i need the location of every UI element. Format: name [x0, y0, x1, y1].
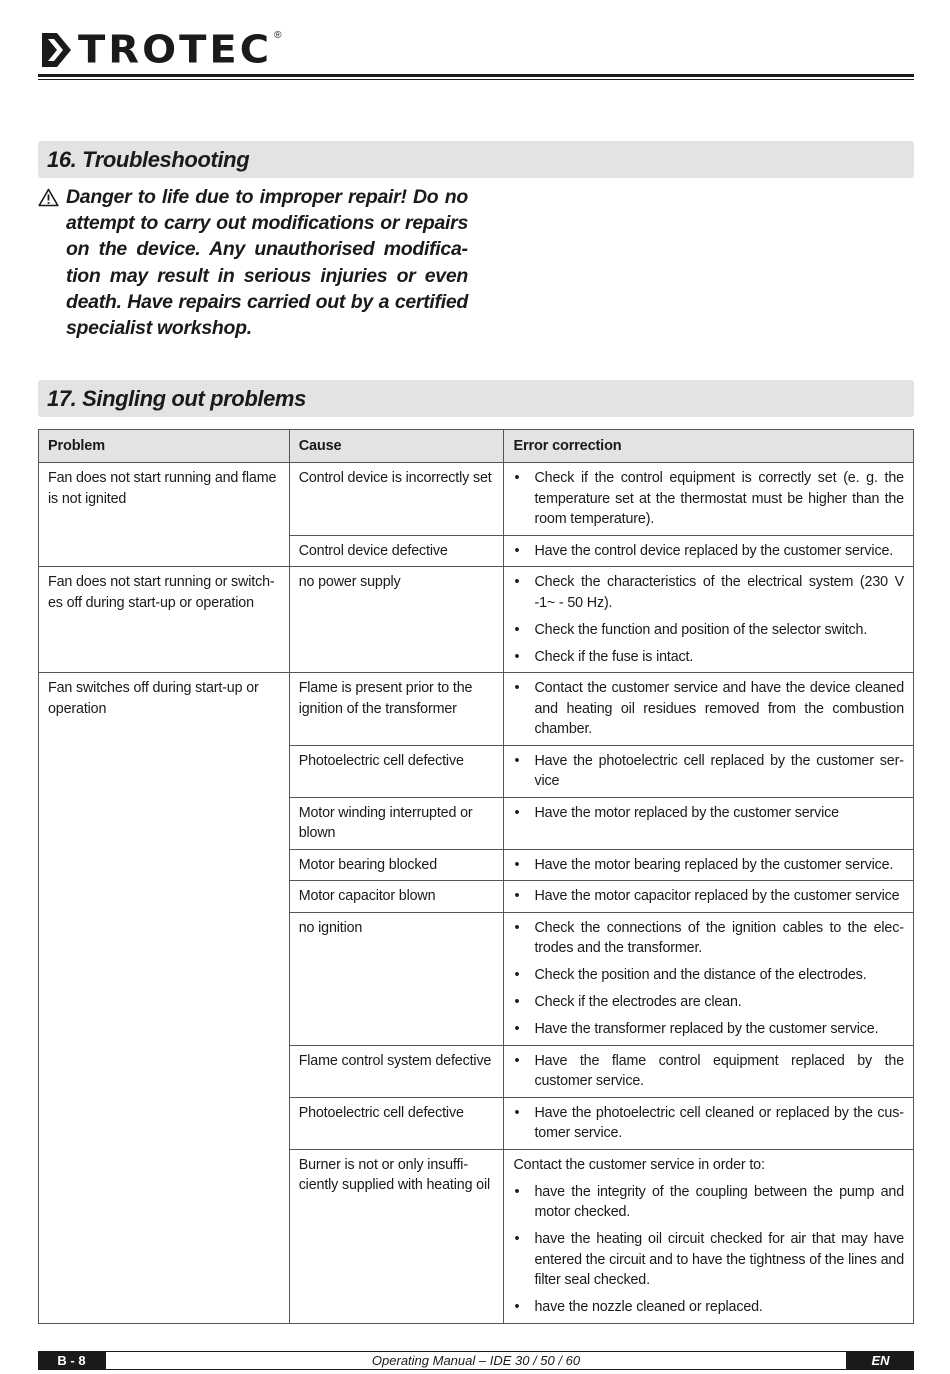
correction-list — [513, 751, 904, 792]
correction-list — [513, 468, 904, 530]
table-row — [39, 673, 914, 746]
correction-list — [513, 1103, 904, 1144]
warning-triangle-icon — [38, 188, 59, 207]
error-correction-cell — [504, 849, 914, 881]
cause-cell: Motor winding interrupted or blown — [289, 797, 504, 849]
problem-cell: Fan does not start running and flame is not ignited — [39, 463, 290, 567]
section-17-title: 17. Singling out problems — [47, 386, 306, 411]
correction-list — [513, 678, 904, 740]
correction-list — [513, 1051, 904, 1092]
error-correction-cell — [504, 912, 914, 1045]
correction-item: • Check the connections of the ignition cables to the electrodes and the transformer. — [513, 918, 904, 959]
error-correction-cell — [504, 1149, 914, 1323]
correction-list — [513, 886, 904, 907]
correction-list — [513, 541, 904, 562]
correction-item: • have the nozzle cleaned or replaced. — [513, 1297, 904, 1318]
error-correction-cell — [504, 567, 914, 673]
correction-item: • Have the photoelectric cell cleaned or replaced by the customer service. — [513, 1103, 904, 1144]
error-correction-cell — [504, 673, 914, 746]
correction-item: • Have the control device replaced by the customer service. — [513, 541, 904, 562]
error-correction-cell — [504, 881, 914, 913]
error-correction-cell — [504, 1045, 914, 1097]
correction-item: • Have the motor bearing replaced by the customer service. — [513, 855, 904, 876]
cause-cell: Photoelectric cell defective — [289, 745, 504, 797]
cause-cell: no power supply — [289, 567, 504, 673]
correction-lead-text: Contact the customer service in order to: — [513, 1156, 765, 1173]
troubleshooting-table — [38, 429, 914, 1324]
table-row — [39, 567, 914, 673]
correction-list — [513, 855, 904, 876]
cause-cell: Motor bearing blocked — [289, 849, 504, 881]
correction-item: • Have the flame control equipment replaced by the customer service. — [513, 1051, 904, 1092]
correction-item: • Check the characteristics of the electrical system (230 V -1~ - 50 Hz). — [513, 572, 904, 613]
error-correction-cell — [504, 1097, 914, 1149]
section-17-header — [38, 380, 914, 417]
table-header-row — [39, 430, 914, 463]
problem-cell: Fan does not start running or switches off during start-up or operation — [39, 567, 290, 673]
correction-item: • Check the function and position of the selector switch. — [513, 620, 904, 641]
correction-item: • Check if the fuse is intact. — [513, 647, 904, 668]
correction-item: • Have the transformer replaced by the customer service. — [513, 1019, 904, 1040]
correction-item: • Check if the control equipment is correctly set (e. g. the temperature set at the thermostat must be higher than the room temperature). — [513, 468, 904, 530]
cause-cell: Flame is present prior to the ignition of the transformer — [289, 673, 504, 746]
correction-item: • Have the motor capacitor replaced by the customer service — [513, 886, 904, 907]
correction-item: • Have the photoelectric cell replaced by the customer service — [513, 751, 904, 792]
table-row — [39, 463, 914, 536]
correction-list — [513, 572, 904, 667]
column-header-cause: Cause — [289, 430, 504, 463]
cause-cell: Photoelectric cell defective — [289, 1097, 504, 1149]
brand-name: TROTEC — [78, 28, 273, 72]
error-correction-cell — [504, 463, 914, 536]
header-rule-thin — [38, 79, 914, 80]
correction-list — [513, 918, 904, 1040]
table-body — [39, 463, 914, 1324]
correction-item: • Check the position and the distance of the electrodes. — [513, 965, 904, 986]
cause-cell: Flame control system defective — [289, 1045, 504, 1097]
correction-item: • Check if the electrodes are clean. — [513, 992, 904, 1013]
footer-document-title: Operating Manual – IDE 30 / 50 / 60 — [105, 1351, 847, 1370]
cause-cell: Control device defective — [289, 535, 504, 567]
warning-text: Danger to life due to improper repair! Do no attempt to carry out modifications or repairs on the device. Any unauthorised modification may result in serious injuries or even death. Have repairs carried out by a certified specialist workshop. — [66, 186, 468, 340]
correction-item: • have the integrity of the coupling between the pump and motor checked. — [513, 1182, 904, 1223]
column-header-problem: Problem — [39, 430, 290, 463]
footer-language: EN — [847, 1351, 914, 1370]
error-correction-cell — [504, 745, 914, 797]
error-correction-cell — [504, 535, 914, 567]
cause-cell: Burner is not or only insufficiently supplied with heating oil — [289, 1149, 504, 1323]
cause-cell: Control device is incorrectly set — [289, 463, 504, 536]
page-number: B - 8 — [38, 1351, 105, 1370]
section-16-header — [38, 141, 914, 178]
correction-list — [513, 803, 904, 824]
problem-cell: Fan switches off during start-up or operation — [39, 673, 290, 1324]
warning-block — [38, 184, 468, 341]
page-footer — [38, 1351, 914, 1370]
correction-item: • Contact the customer service and have the device cleaned and heating oil residues removed from the combustion chamber. — [513, 678, 904, 740]
cause-cell: Motor capacitor blown — [289, 881, 504, 913]
correction-item: • have the heating oil circuit checked for air that may have entered the circuit and to have the tightness of the lines and filter seal checked. — [513, 1229, 904, 1291]
correction-list — [513, 1182, 904, 1318]
cause-cell: no ignition — [289, 912, 504, 1045]
trotec-mark-icon — [40, 31, 74, 69]
error-correction-cell — [504, 797, 914, 849]
header-rule — [38, 74, 914, 77]
column-header-error-correction: Error correction — [504, 430, 914, 463]
section-16-title: 16. Troubleshooting — [47, 147, 250, 172]
correction-item: • Have the motor replaced by the customer service — [513, 803, 904, 824]
registered-mark: ® — [274, 30, 282, 41]
trotec-logo — [40, 30, 281, 70]
